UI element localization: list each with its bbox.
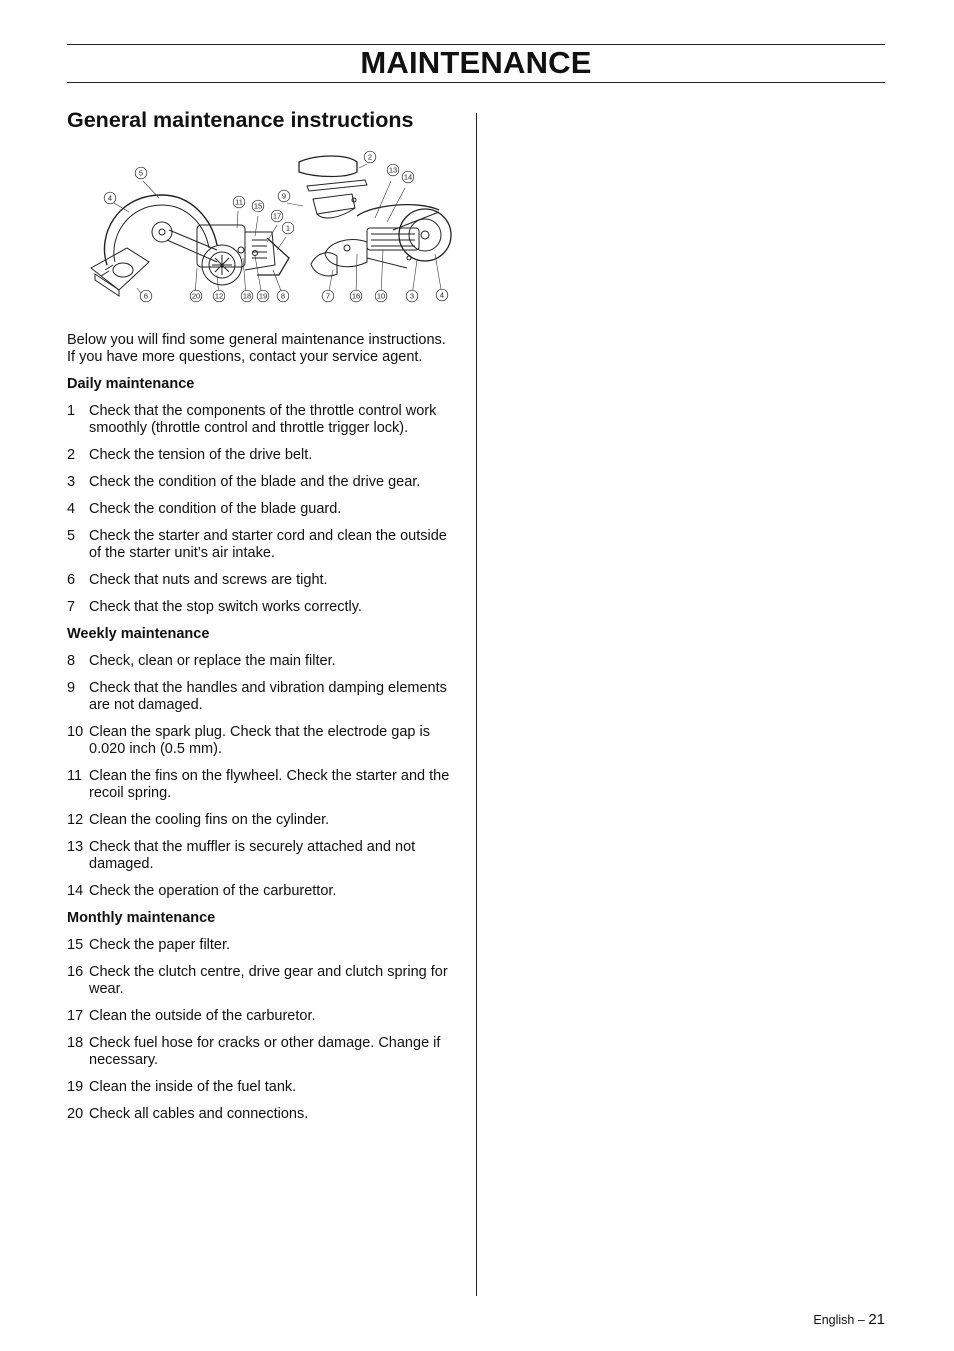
list-item: [67, 528, 457, 562]
callout-label: 11: [235, 197, 243, 207]
weekly-maintenance-heading: Weekly maintenance: [67, 626, 210, 642]
item-number: 10: [67, 724, 84, 740]
item-number: 7: [67, 599, 76, 615]
list-item: [67, 812, 457, 829]
item-text: Check the paper filter.: [89, 937, 231, 953]
weekly-maintenance-list: [67, 653, 457, 900]
item-number: 19: [67, 1079, 84, 1095]
list-item: [67, 964, 457, 998]
daily-maintenance-heading: Daily maintenance: [67, 376, 195, 392]
callout-label: 16: [351, 291, 361, 301]
item-number: 11: [67, 768, 83, 784]
item-number: 12: [67, 812, 84, 828]
item-text: Check fuel hose for cracks or other damage. Change if necessary.: [89, 1035, 441, 1068]
item-text: Check the starter and starter cord and clean the outside of the starter unit’s air intake.: [89, 528, 447, 561]
list-item: [67, 768, 457, 802]
item-number: 6: [67, 572, 76, 588]
callout-label: 2: [367, 152, 373, 162]
callout-label: 15: [253, 201, 263, 211]
item-number: 1: [67, 403, 76, 419]
item-text: Clean the inside of the fuel tank.: [89, 1079, 297, 1095]
list-item: [67, 474, 457, 491]
item-text: Check that the stop switch works correctly.: [89, 599, 362, 615]
item-number: 20: [67, 1106, 84, 1122]
list-item: [67, 1035, 457, 1069]
callout-label: 1: [285, 223, 291, 233]
item-text: Check that the muffler is securely attached and not damaged.: [89, 839, 416, 872]
callout-label: 18: [242, 291, 252, 301]
item-number: 18: [67, 1035, 84, 1051]
list-item: [67, 724, 457, 758]
item-number: 5: [67, 528, 76, 544]
item-text: Check the clutch centre, drive gear and clutch spring for wear.: [89, 964, 448, 997]
item-number: 4: [67, 501, 76, 517]
callout-label: 4: [107, 193, 113, 203]
item-text: Check all cables and connections.: [89, 1106, 309, 1122]
list-item: [67, 653, 457, 670]
item-number: 3: [67, 474, 76, 490]
item-text: Check that the handles and vibration damping elements are not damaged.: [89, 680, 447, 713]
list-item: [67, 839, 457, 873]
item-text: Clean the spark plug. Check that the electrode gap is 0.020 inch (0.5 mm).: [89, 724, 430, 757]
callout-label: 19: [258, 291, 268, 301]
intro-paragraph: Below you will find some general maintenance instructions. If you have more questions, contact your service agent.: [67, 332, 446, 365]
item-number: 17: [67, 1008, 84, 1024]
page-number: 21: [868, 1311, 885, 1328]
list-item: [67, 572, 457, 589]
list-item: [67, 599, 457, 616]
section-title: MAINTENANCE: [360, 45, 592, 80]
item-text: Check, clean or replace the main filter.: [89, 653, 336, 669]
list-item: [67, 1079, 457, 1096]
item-text: Check that the components of the throttle control work smoothly (throttle control and throttle trigger lock).: [89, 403, 437, 436]
list-item: [67, 883, 457, 900]
callout-label: 13: [388, 165, 398, 175]
callout-label: 8: [280, 291, 286, 301]
page-footer: [813, 1311, 885, 1329]
list-item: [67, 403, 457, 437]
item-number: 2: [67, 447, 76, 463]
monthly-maintenance-heading: Monthly maintenance: [67, 910, 216, 926]
item-number: 13: [67, 839, 84, 855]
list-item: [67, 937, 457, 954]
list-item: [67, 501, 457, 518]
item-text: Clean the fins on the flywheel. Check the starter and the recoil spring.: [89, 768, 450, 801]
callout-label: 10: [376, 291, 386, 301]
callout-label: 6: [143, 291, 149, 301]
list-item: [67, 680, 457, 714]
callout-label: 4: [439, 290, 445, 300]
item-number: 8: [67, 653, 76, 669]
callout-label: 17: [272, 211, 282, 221]
item-text: Check that nuts and screws are tight.: [89, 572, 328, 588]
item-text: Check the tension of the drive belt.: [89, 447, 313, 463]
item-text: Check the condition of the blade and the drive gear.: [89, 474, 421, 490]
callout-label: 14: [403, 172, 413, 182]
monthly-maintenance-list: [67, 937, 457, 1123]
callout-label: 7: [325, 291, 331, 301]
left-column: [67, 106, 457, 1123]
page-heading: General maintenance instructions: [67, 108, 414, 132]
list-item: [67, 1106, 457, 1123]
item-text: Check the condition of the blade guard.: [89, 501, 342, 517]
cut-off-saw-illustration: [67, 150, 457, 310]
item-text: Check the operation of the carburettor.: [89, 883, 337, 899]
item-number: 15: [67, 937, 84, 953]
callout-label: 3: [409, 291, 415, 301]
item-number: 9: [67, 680, 76, 696]
item-number: 14: [67, 883, 84, 899]
item-number: 16: [67, 964, 84, 980]
column-divider: [476, 113, 477, 1296]
callout-label: 9: [281, 191, 287, 201]
daily-maintenance-list: [67, 403, 457, 616]
callout-label: 5: [138, 168, 144, 178]
footer-language: English: [813, 1313, 855, 1327]
footer-separator: –: [857, 1313, 865, 1327]
header-bottom-rule: [67, 82, 885, 83]
item-text: Clean the cooling fins on the cylinder.: [89, 812, 330, 828]
list-item: [67, 447, 457, 464]
callout-label: 20: [191, 291, 201, 301]
item-text: Clean the outside of the carburetor.: [89, 1008, 316, 1024]
list-item: [67, 1008, 457, 1025]
callout-label: 12: [214, 291, 224, 301]
